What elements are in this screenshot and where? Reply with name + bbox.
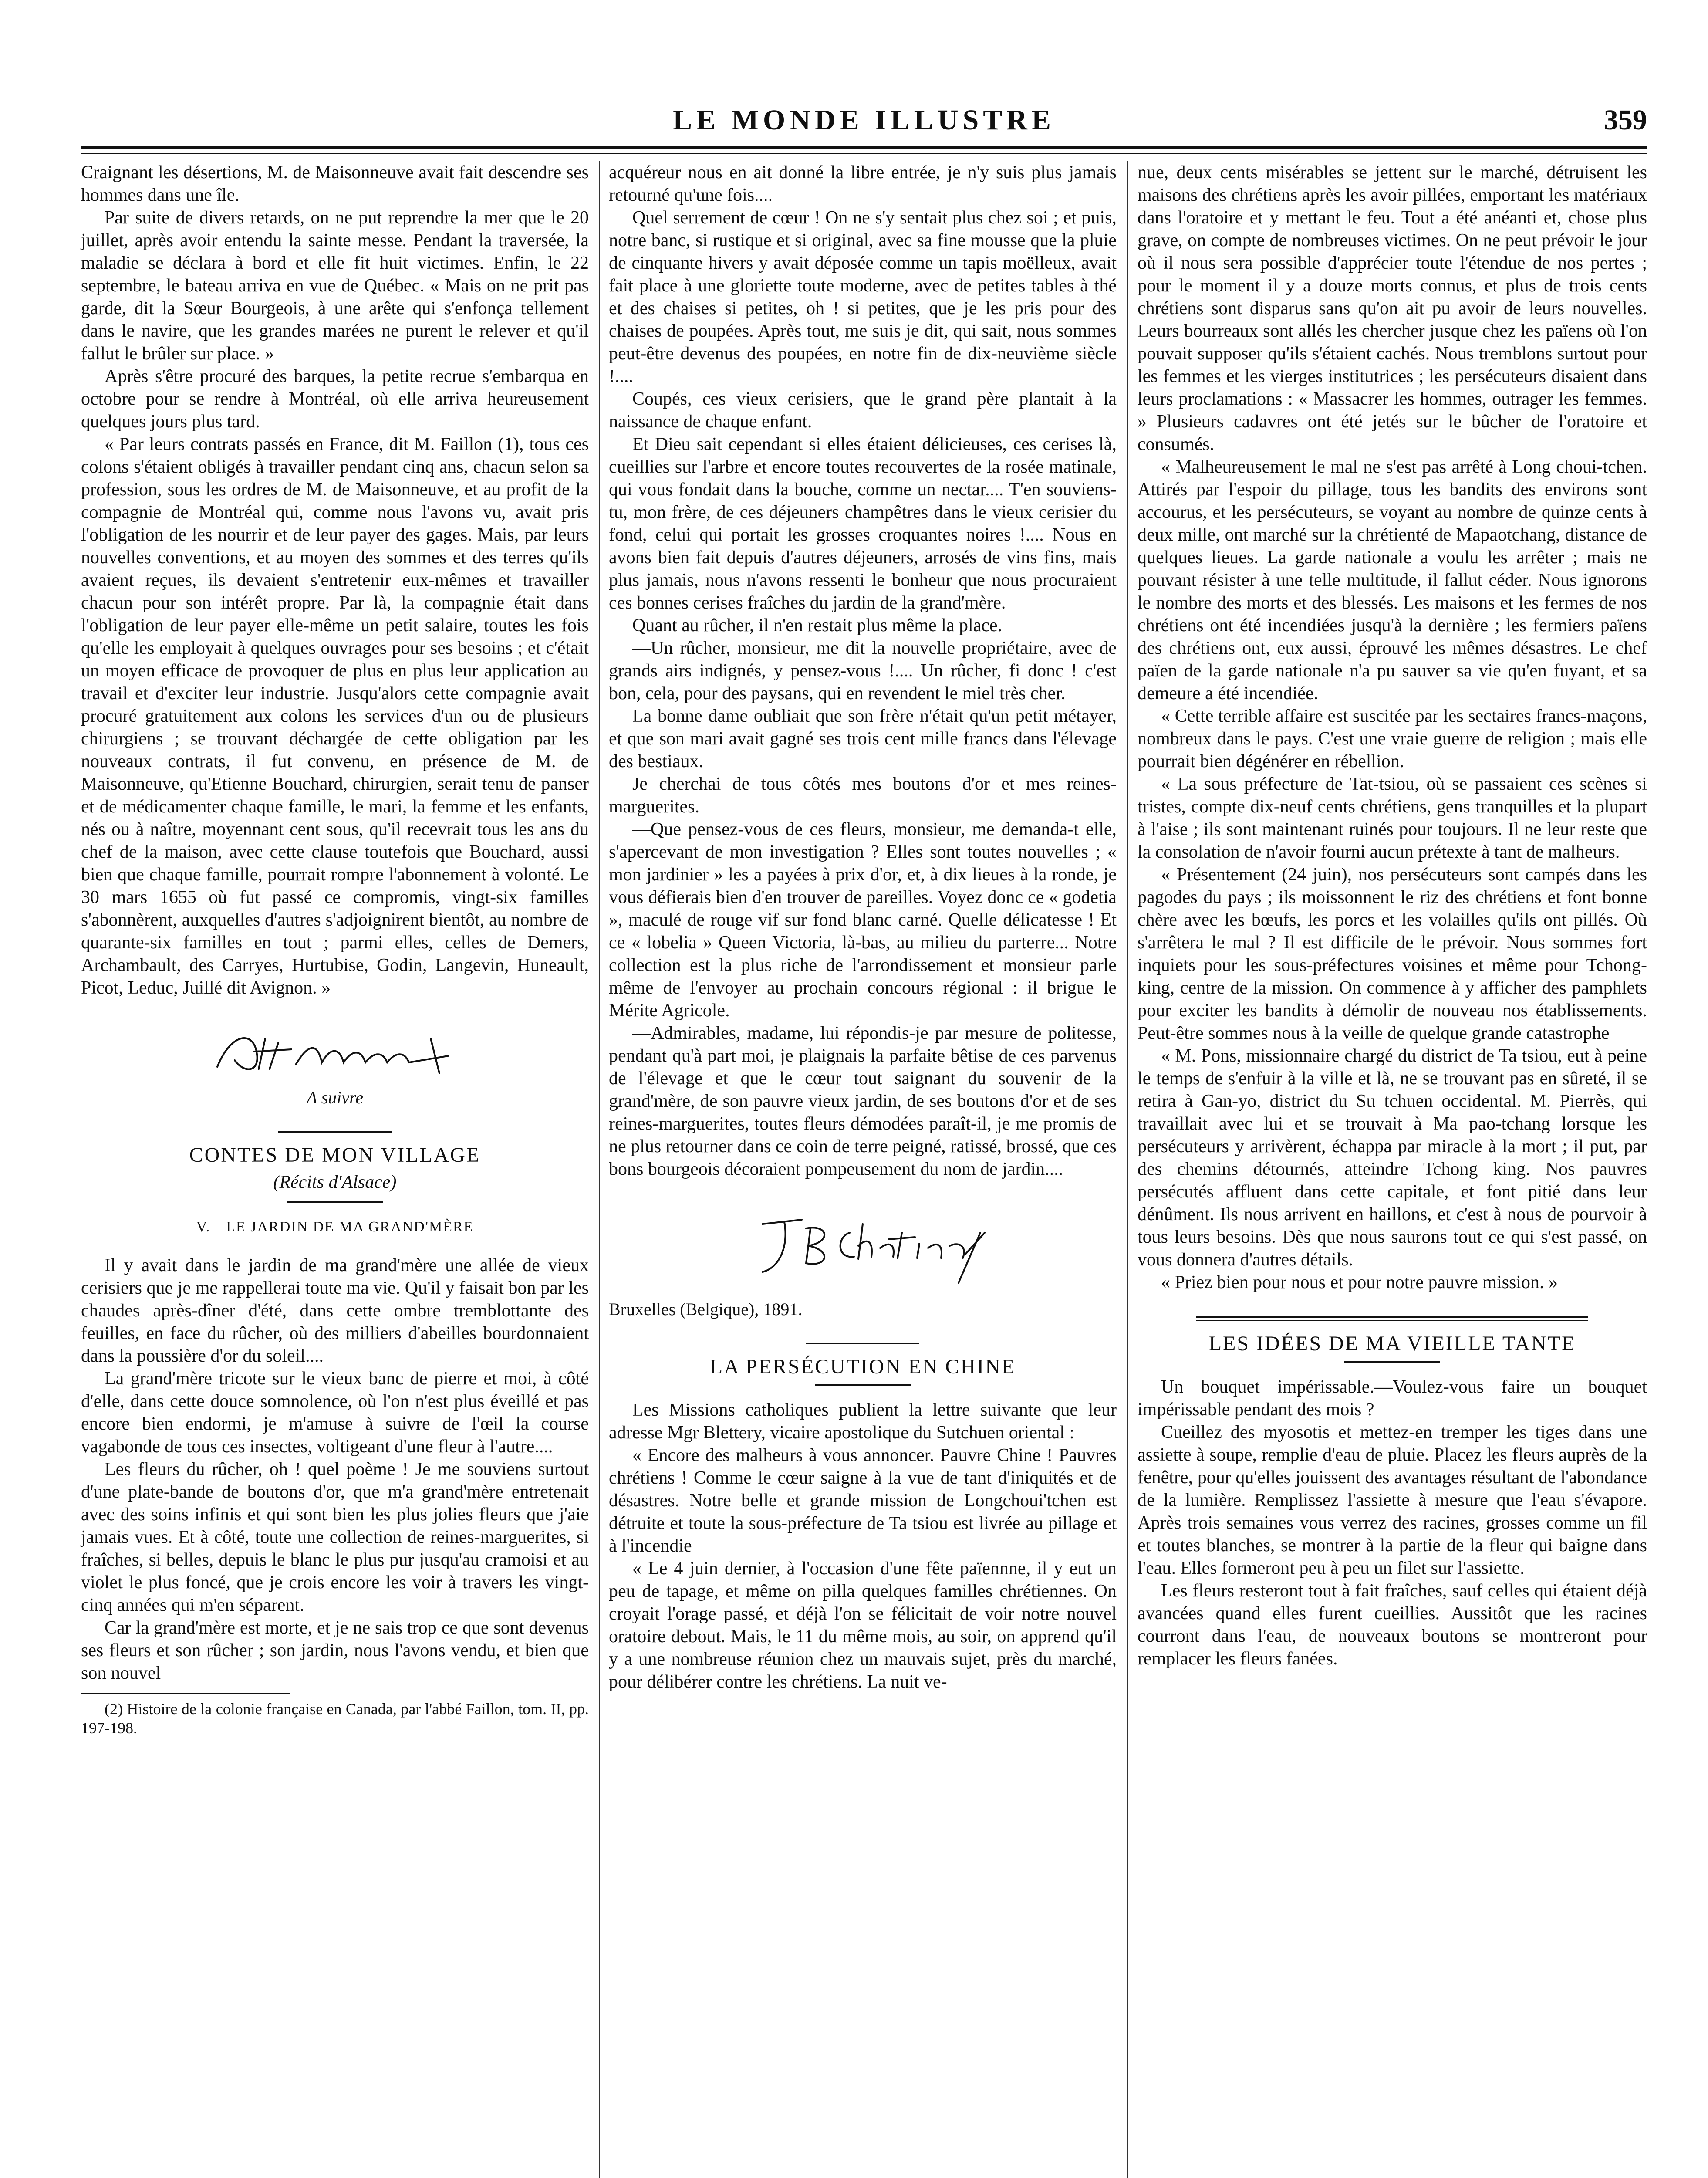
paragraph: « Par leurs contrats passés en France, dit M. Faillon (1), tous ces colons s'étaient obligés à travailler pendant cinq ans, chacun selon sa profession, sous les ordres de M. de Maisonneuve, et au profit de la compagnie de Montréal qui, comme nous l'avons vu, avait pris l'obligation de les nourrir et de leur payer des gages. Mais, par leurs nouvelles conventions, et au moyen des sommes et des terres qu'ils avaient reçues, ils devaient s'entretenir eux-mêmes et travailler chacun pour son intérêt propre. Par là, la compagnie était dans l'obligation de leur payer elle-même un petit salaire, toutes les fois qu'elle les employait à quelques ouvrages pour ses besoins ; et c'était un moyen efficace de provoquer de plus en plus leur application au travail et d'exciter leur industrie. Jusqu'alors cette compagnie avait procuré gratuitement aux colons les services d'un ou de plusieurs chirurgiens ; se trouvant déchargée de cette obligation par les nouveaux contrats, il fut convenu, en présence de M. de Maisonneuve, qu'Etienne Bouchard, chirurgien, serait tenu de panser et de médicamenter chaque famille, le mari, la femme et les enfants, nés ou à naître, moyennant cent sous, qu'il recevrait tous les ans du chef de la maison, avec cette clause toutefois que Bouchard, aussi bien que chaque famille, pourrait rompre l'abonnement à volonté. Le 30 mars 1655 où fut passé ce compromis, vingt-six familles s'abonnèrent, auxquelles d'autres s'adjoignirent bientôt, au nombre de quarante-six familles en tout ; parmi elles, celles de Demers, Archambault, des Carryes, Hurtubise, Godin, Langevin, Huneault, Picot, Leduc, Juillé dit Avignon. » [81, 434, 589, 998]
paragraph: « Priez bien pour nous et pour notre pauvre mission. » [1161, 1272, 1558, 1292]
paragraph: Il y avait dans le jardin de ma grand'mère une allée de vieux cerisiers que je me rappellerai toute ma vie. Qu'il y faisait bon par les chaudes après-dîner d'été, dans cette ombre tremblottante des feuilles, en face du rûcher, où des milliers d'abeilles bourdonnaient dans la poussière d'or du soleil.... [81, 1255, 589, 1366]
column-divider-1 [599, 161, 600, 2178]
masthead [81, 104, 1647, 145]
paragraph: « Le 4 juin dernier, à l'occasion d'une fête païennne, il y eut un peu de tapage, et même on pilla quelques familles chrétiennes. On croyait l'orage passé, et déjà l'on se félicitait de voir notre nouvel oratoire debout. Mais, le 11 du même mois, au soir, on apprend qu'il y a une nombreuse réunion chez un mauvais sujet, près du marché, pour délibérer contre les chrétiens. La nuit ve- [609, 1559, 1117, 1692]
chapter-heading: V.—LE JARDIN DE MA GRAND'MÈRE [196, 1219, 474, 1235]
paragraph: Un bouquet impérissable.—Voulez-vous faire un bouquet impérissable pendant des mois ? [1138, 1377, 1647, 1420]
column-2 [609, 161, 1117, 1693]
page-number: 359 [1604, 104, 1647, 136]
publication-title: LE MONDE ILLUSTRE [673, 104, 1055, 136]
section-double-rule [1196, 1316, 1588, 1321]
paragraph: Car la grand'mère est morte, et je ne sais trop ce que sont devenus ses fleurs et son rûcher ; son jardin, nous l'avons vendu, et bien que son nouvel [81, 1618, 589, 1683]
section-title-persecution: LA PERSÉCUTION EN CHINE [709, 1355, 1016, 1378]
footnote-rule [81, 1693, 290, 1694]
paragraph: Après s'être procuré des barques, la petite recrue s'embarqua en octobre pour se rendre à Montréal, où elle arriva heureusement quelques jours plus tard. [81, 366, 589, 432]
paragraph: « La sous préfecture de Tat-tsiou, où se passaient ces scènes si tristes, compte dix-neuf cents chrétiens, gens tranquilles et la plupart à l'aise ; ils sont maintenant ruinés pour toujours. Il ne leur reste que la consolation de n'avoir fourni aucun prétexte à tant de malheurs. [1138, 774, 1647, 862]
section-rule [278, 1131, 392, 1133]
column-3 [1138, 161, 1647, 1670]
paragraph: « Présentement (24 juin), nos persécuteurs sont campés dans les pagodes du pays ; ils moissonnent le riz des chrétiens et font bonne chère avec les bœufs, les porcs et les volailles qu'ils ont pillés. Où s'arrêtera le mal ? Il est difficile de le prévoir. Nous sommes fort inquiets pour les sous-préfectures voisines et même pour Tchong-king, centre de la mission. On commence à y afficher des pamphlets pour exciter les bandits à démolir de nouveau nos établissements. Peut-être sommes nous à la veille de quelque grande catastrophe [1138, 865, 1647, 1043]
section-rule [806, 1343, 919, 1344]
paragraph: Cueillez des myosotis et mettez-en tremper les tiges dans une assiette à soupe, remplie d'eau de pluie. Placez les fleurs auprès de la fenêtre, pour qu'elles jouissent des avantages résultant de l'abondance de la lumière. Remplissez l'assiette à mesure que l'eau s'évapore. Après trois semaines vous verrez des racines, grosses comme un fil et toutes blanches, se montrer à la partie de la fleur qui baigne dans l'eau. Elles formeront peu à peu un filet sur l'assiette. [1138, 1422, 1647, 1578]
short-rule [1344, 1361, 1440, 1363]
column-divider-2 [1127, 161, 1128, 2178]
short-rule [287, 1201, 383, 1203]
paragraph: Les fleurs resteront tout à fait fraîches, sauf celles qui étaient déjà avancées quand elles furent cueillies. Aussitôt que les racines courront dans l'eau, de nouveaux boutons se montreront pour remplacer les fleurs fanées. [1138, 1581, 1647, 1669]
column-1 [81, 161, 589, 1738]
paragraph: nue, deux cents misérables se jettent sur le marché, détruisent les maisons des chrétiens après les avoir pillées, emportant les matériaux dans l'oratoire et y mettant le feu. Tout a été anéanti et, chose plus grave, on compte de nombreuses victimes. On ne peut prévoir le jour où il nous sera possible d'apprécier toute l'étendue de nos pertes ; pour le moment il y a douze morts connus, et plus de trois cents chrétiens sont disparus sans qu'on ait pu avoir de leurs nouvelles. Leurs bourreaux sont allés les chercher jusque chez les païens où l'on pouvait supposer qu'ils s'étaient cachés. Nous tremblons surtout pour les femmes et les vierges institutrices ; les persécuteurs disaient dans leurs proclamations : « Massacrer les hommes, outrager les femmes. » Plusieurs cadavres ont été jetés sur le bûcher de l'oratoire et consumés. [1138, 162, 1647, 454]
header-rule [81, 146, 1647, 154]
paragraph: Je cherchai de tous côtés mes boutons d'or et mes reines-marguerites. [609, 774, 1117, 817]
paragraph: Coupés, ces vieux cerisiers, que le grand père plantait à la naissance de chaque enfant. [609, 389, 1117, 432]
paragraph: Quant au rûcher, il n'en restait plus même la place. [632, 616, 1003, 636]
paragraph: Quel serrement de cœur ! On ne s'y sentait plus chez soi ; et puis, notre banc, si rustique et si original, avec sa fine mousse que la pluie de cinquante hivers y avait déposée comme un tapis moëlleux, avait fait place à une gloriette toute moderne, avec de petites tables à thé et des chaises si petites, oh ! si petites, que je les pris pour des chaises de poupées. Après tout, me suis je dit, qui sait, nous sommes peut-être devenus des poupées, en notre fin de dix-neuvième siècle !.... [609, 208, 1117, 386]
paragraph: acquéreur nous en ait donné la libre entrée, je n'y suis plus jamais retourné qu'une fois.... [609, 162, 1117, 205]
section-title-tante: LES IDÉES DE MA VIEILLE TANTE [1208, 1332, 1576, 1355]
paragraph: Et Dieu sait cependant si elles étaient délicieuses, ces cerises là, cueillies sur l'arbre et encore toutes recouvertes de la rosée matinale, qui vous fondait dans la bouche, comme un nectar.... T'en souviens-tu, mon frère, de ces déjeuners champêtres dans le vieux cerisier du fond, celui qui portait les grosses croquantes noires !.... Nous en avons bien fait depuis d'autres déjeuners, arrosés de vins fins, mais plus jamais, nous n'avons ressenti le bonheur que nous procuraient ces bonnes cerises fraîches du jardin de la grand'mère. [609, 434, 1117, 613]
paragraph: —Admirables, madame, lui répondis-je par mesure de politesse, pendant qu'à part moi, je plaignais la parfaite bêtise de ces parvenus de l'élevage et que le cœur tout saignant du souvenir de la grand'mère, de son pauvre vieux jardin, de ses boutons d'or et de ses reines-marguerites, toutes fleurs démodées paraît-il, je me promis de ne plus retourner dans ce coin de terre peigné, ratissé, brossé, que ces bons bourgeois décoraient pompeusement du nom de jardin.... [609, 1023, 1117, 1179]
paragraph: Les Missions catholiques publient la lettre suivante que leur adresse Mgr Blettery, vicaire apostolique du Sutchuen oriental : [609, 1400, 1117, 1443]
dateline: Bruxelles (Belgique), 1891. [609, 1299, 803, 1319]
paragraph: « M. Pons, missionnaire chargé du district de Ta tsiou, eut à peine le temps de s'enfuir à la ville et là, ne se trouvant pas en sûreté, il se retira à Gan-yo, district du Su tchuen occidental. M. Pierrès, qui travaillait avec lui et se trouvait à Ma pao-tchang lorsque les persécuteurs y arrivèrent, échappa par miracle à la mort ; il put, par des chemins détournés, atteindre Tchong king. Nos pauvres persécutés affluent dans cette capitale, et font pitié dans leur dénûment. Ils nous arrivent en haillons, et c'est à nous de pourvoir à tous leurs besoins. Dès que nous saurons tout ce qui s'est passé, on vous donnera d'autres détails. [1138, 1046, 1647, 1270]
paragraph: —Que pensez-vous de ces fleurs, monsieur, me demanda-t elle, s'apercevant de mon investigation ? Elles sont toutes nouvelles ; « mon jardinier » les a payées à prix d'or, et, à dix lieues à la ronde, je vous défierais bien d'en trouver de pareilles. Voyez donc ce « godetia », maculé de rouge vif sur fond blanc carné. Quelle délicatesse ! Et ce « lobelia » Queen Victoria, là-bas, au milieu du parterre... Notre collection est la plus riche de l'arrondissement et monsieur parle même de l'envoyer au prochain concours régional : il brigue le Mérite Agricole. [609, 819, 1117, 1021]
paragraph: « Malheureusement le mal ne s'est pas arrêté à Long choui-tchen. Attirés par l'espoir du pillage, tous les bandits des environs sont accourus, et les persécuteurs, se voyant au nombre de quinze cents à deux mille, ont marché sur la chrétienté de Mapaotchang, distance de quelques lieues. La garde nationale a voulu les arrêter ; mais ne pouvant résister à une telle multitude, il fallut céder. Nous ignorons le nombre des morts et des blessés. Les maisons et les fermes de nos chrétiens ont été incendiées jusqu'à la dernière ; les fermiers païens des chrétiens ont, eux aussi, éprouvé les mêmes désastres. Le chef païen de la garde nationale n'a pu sauver sa vie qu'en fuyant, et sa demeure a été incendiée. [1138, 457, 1647, 703]
paragraph: Craignant les désertions, M. de Maisonneuve avait fait descendre ses hommes dans une île. [81, 162, 589, 205]
section-title-contes: CONTES DE MON VILLAGE [189, 1143, 481, 1167]
signature-chatrian [723, 1207, 1002, 1289]
paragraph: Par suite de divers retards, on ne put reprendre la mer que le 20 juillet, après avoir entendu la sainte messe. Pendant la traversée, la maladie se déclara à bord et elle fit huit victimes. Enfin, le 22 septembre, le bateau arriva en vue de Québec. « Mais on ne prit pas garde, dit la Sœur Bourgeois, à une arête qui s'enfonça tellement dans le navire, que les grandes marées ne purent le relever et qu'il fallut le brûler sur place. » [81, 208, 589, 364]
footnote: (2) Histoire de la colonie française en Canada, par l'abbé Faillon, tom. II, pp. 197-198. [81, 1700, 589, 1737]
section-subtitle: (Récits d'Alsace) [273, 1172, 397, 1192]
to-be-continued: A suivre [307, 1088, 363, 1107]
paragraph: La grand'mère tricote sur le vieux banc de pierre et moi, à côté d'elle, dans cette douce somnolence, où l'on n'est plus éveillé et pas encore bien endormi, je m'amuse à suivre de l'œil la course vagabonde de tous ces insectes, voltigeant d'une fleur à l'autre.... [81, 1369, 589, 1457]
short-rule [815, 1384, 911, 1386]
paragraph: La bonne dame oubliait que son frère n'était qu'un petit métayer, et que son mari avait gagné ses trois cent mille francs dans l'élevage des bestiaux. [609, 706, 1117, 771]
paragraph: « Cette terrible affaire est suscitée par les sectaires francs-maçons, nombreux dans le pays. C'est une vraie guerre de religion ; mais elle pourrait bien dégénérer en rébellion. [1138, 706, 1647, 771]
signature-dumont [204, 1025, 466, 1082]
paragraph: Les fleurs du rûcher, oh ! quel poème ! Je me souviens surtout d'une plate-bande de boutons d'or, que m'a grand'mère entretenait avec des soins infinis et qui sont bien les plus jolies fleurs que j'aie jamais vues. Et à côté, toute une collection de reines-marguerites, si fraîches, si belles, depuis le blanc le plus pur jusqu'au cramoisi et au violet le plus foncé, que je crois encore les voir à travers les vingt-cinq années qui m'en séparent. [81, 1459, 589, 1615]
paragraph: —Un rûcher, monsieur, me dit la nouvelle propriétaire, avec de grands airs indignés, y pensez-vous !.... Un rûcher, fi donc ! c'est bon, cela, pour des paysans, qui en revendent le miel très cher. [609, 638, 1117, 703]
paragraph: « Encore des malheurs à vous annoncer. Pauvre Chine ! Pauvres chrétiens ! Comme le cœur saigne à la vue de tant d'iniquités et de désastres. Notre belle et grande mission de Longchoui'tchen est détruite et toute la sous-préfecture de Ta tsiou est livrée au pillage et à l'incendie [609, 1445, 1117, 1556]
